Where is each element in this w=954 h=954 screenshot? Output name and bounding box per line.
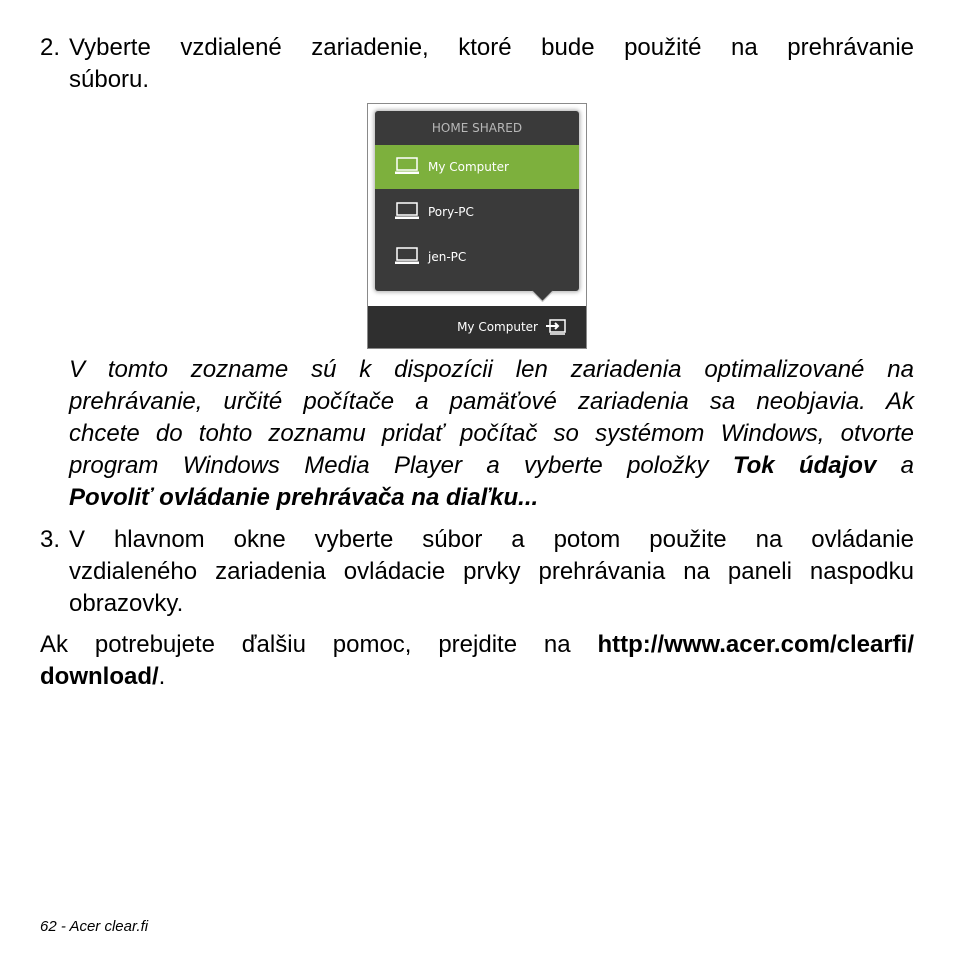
note-paragraph (69, 354, 914, 514)
note-line-2: prehrávanie, určité počítače a pamäťové zariadenia sa neobjavia. Ak (69, 388, 914, 415)
help-text: Ak potrebujete ďalšiu pomoc, prejdite na (40, 631, 571, 658)
step-2-text (69, 32, 914, 96)
step-3-line-3: obrazovky. (69, 590, 184, 617)
laptop-icon (395, 202, 419, 220)
step-2-line-2: súboru. (69, 66, 150, 93)
device-list-popup (374, 110, 580, 292)
popup-header: HOME SHARED (431, 121, 523, 135)
device-label: Pory-PC (428, 205, 474, 219)
play-to-icon[interactable] (546, 319, 566, 335)
page-footer: 62 - Acer clear.fi (40, 918, 149, 935)
note-line-4 (69, 450, 914, 482)
menu-item-allow-remote-control: Povoliť ovládanie prehrávača na diaľku... (69, 484, 539, 511)
current-device-label: My Computer (457, 320, 538, 334)
help-paragraph (40, 629, 914, 693)
device-item-jen-pc[interactable] (375, 235, 579, 279)
menu-item-stream: Tok údajov (732, 452, 877, 479)
help-suffix: . (158, 663, 166, 690)
step-number-2: 2. (40, 34, 61, 61)
step-2-line-1: Vyberte vzdialené zariadenie, ktoré bude použité na prehrávanie (69, 34, 914, 61)
note-text: a (900, 452, 915, 479)
step-3-text (69, 524, 914, 620)
note-line-3: chcete do tohto zoznamu pridať počítač so systémom Windows, otvorte (69, 420, 914, 447)
device-item-pory-pc[interactable] (375, 190, 579, 234)
device-label: My Computer (428, 160, 509, 174)
device-picker-screenshot (367, 103, 587, 349)
note-line-1: V tomto zozname sú k dispozícii len zariadenia optimalizované na (69, 356, 914, 383)
laptop-icon (395, 247, 419, 265)
device-label: jen-PC (428, 250, 467, 264)
help-url-part-1[interactable]: http://www.acer.com/clearfi/ (597, 631, 914, 658)
step-3-line-1: V hlavnom okne vyberte súbor a potom použite na ovládanie (69, 526, 914, 553)
note-text: program Windows Media Player a vyberte položky (69, 452, 709, 479)
help-line-1 (40, 629, 914, 661)
playback-bar (368, 306, 586, 348)
help-url-part-2[interactable]: download/ (40, 663, 159, 690)
step-3-line-2: vzdialeného zariadenia ovládacie prvky prehrávania na paneli naspodku (69, 558, 914, 585)
laptop-icon (395, 157, 419, 175)
device-item-my-computer[interactable] (375, 145, 579, 189)
step-number-3: 3. (40, 526, 61, 553)
help-line-2 (40, 661, 914, 693)
